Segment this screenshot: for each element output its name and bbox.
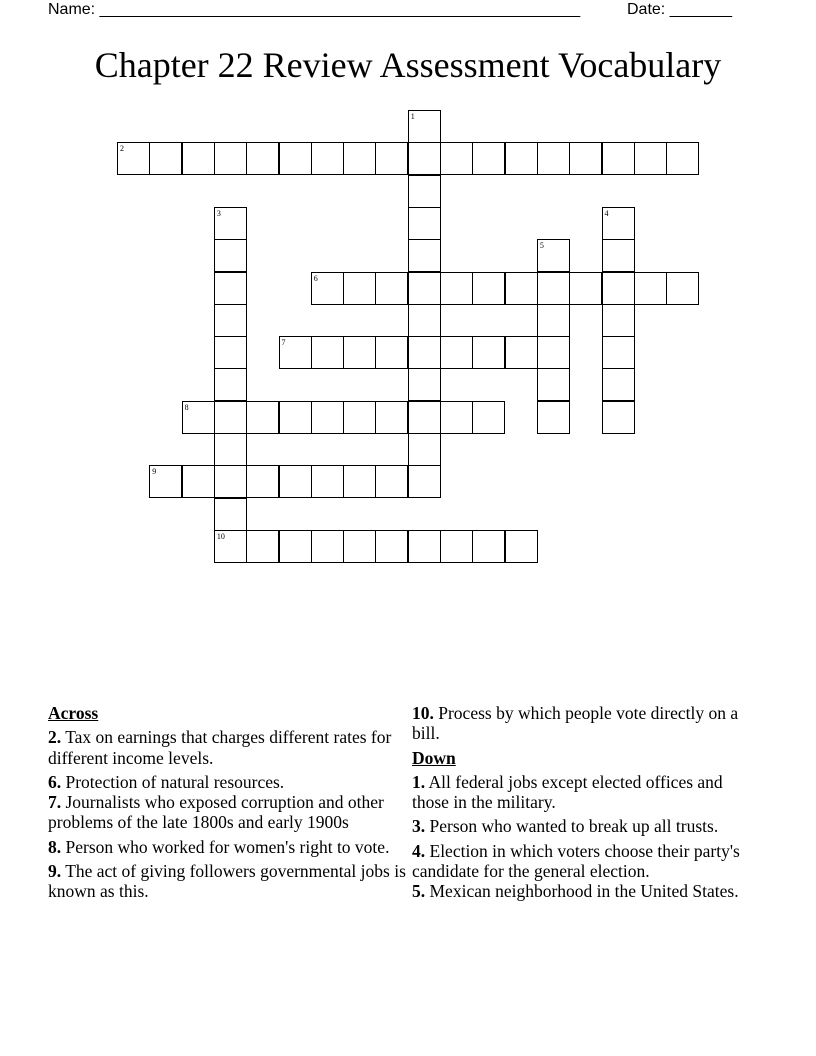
crossword-cell[interactable] — [182, 465, 215, 498]
crossword-cell[interactable] — [117, 142, 150, 175]
crossword-cell[interactable] — [440, 142, 473, 175]
clue-number: 8. — [48, 836, 62, 857]
clue-text: Mexican neighborhood in the United States. — [429, 881, 739, 902]
crossword-cell[interactable] — [537, 368, 570, 401]
name-label: Name: — [48, 1, 96, 18]
crossword-cell[interactable] — [311, 530, 344, 563]
date-label: Date: — [627, 1, 666, 18]
name-blank: ______________________________________________________ — [99, 1, 581, 18]
down-clue-3 — [412, 816, 742, 836]
crossword-cell[interactable] — [149, 465, 182, 498]
across-heading: Across — [48, 703, 99, 723]
crossword-cell[interactable] — [375, 465, 408, 498]
clue-text: Person who wanted to break up all trusts. — [429, 816, 719, 837]
crossword-cell[interactable] — [537, 336, 570, 369]
clue-text: Process by which people vote directly on a bill. — [412, 703, 739, 744]
clues-column-left — [48, 703, 408, 906]
crossword-cell[interactable] — [375, 401, 408, 434]
crossword-cell[interactable] — [375, 142, 408, 175]
crossword-cell[interactable] — [375, 272, 408, 305]
crossword-cell[interactable] — [311, 272, 344, 305]
crossword-cell[interactable] — [279, 401, 312, 434]
crossword-cell[interactable] — [149, 142, 182, 175]
crossword-cell[interactable] — [311, 465, 344, 498]
date-blank: _______ — [669, 1, 732, 18]
clues-column-right — [412, 703, 742, 906]
crossword-cell[interactable] — [279, 336, 312, 369]
clue-number: 3. — [412, 816, 426, 837]
across-clue-6 — [48, 772, 408, 792]
clue-text: Journalists who exposed corruption and other problems of the late 1800s and early 1900s — [48, 792, 384, 833]
clue-number-label: 8 — [184, 402, 189, 412]
crossword-cell[interactable] — [408, 401, 441, 434]
clue-text: Election in which voters choose their party's candidate for the general election. — [412, 840, 740, 882]
crossword-cell[interactable] — [537, 239, 570, 272]
crossword-cell[interactable] — [214, 401, 247, 434]
crossword-cell[interactable] — [246, 530, 279, 563]
clue-number-label: 6 — [313, 273, 318, 283]
crossword-cell[interactable] — [311, 401, 344, 434]
crossword-cell[interactable] — [408, 336, 441, 369]
crossword-cell[interactable] — [214, 465, 247, 498]
crossword-cell[interactable] — [408, 175, 441, 208]
crossword-cell[interactable] — [408, 272, 441, 305]
date-field[interactable] — [627, 0, 732, 20]
crossword-cell[interactable] — [214, 368, 247, 401]
crossword-cell[interactable] — [472, 272, 505, 305]
crossword-cell[interactable] — [343, 401, 376, 434]
crossword-cell[interactable] — [279, 142, 312, 175]
crossword-cell[interactable] — [602, 142, 635, 175]
crossword-cell[interactable] — [569, 142, 602, 175]
crossword-cell[interactable] — [246, 142, 279, 175]
crossword-cell[interactable] — [311, 142, 344, 175]
clue-number-label: 5 — [539, 241, 544, 251]
crossword-cell[interactable] — [537, 304, 570, 337]
crossword-cell[interactable] — [472, 530, 505, 563]
crossword-cell[interactable] — [440, 530, 473, 563]
crossword-cell[interactable] — [279, 465, 312, 498]
crossword-cell[interactable] — [343, 336, 376, 369]
clue-number-label: 2 — [120, 144, 124, 154]
name-field[interactable] — [48, 0, 580, 20]
crossword-cell[interactable] — [311, 336, 344, 369]
crossword-cell[interactable] — [505, 336, 538, 369]
crossword-cell[interactable] — [440, 401, 473, 434]
crossword-cell[interactable] — [343, 530, 376, 563]
crossword-cell[interactable] — [537, 272, 570, 305]
clue-number: 4. — [412, 840, 426, 861]
crossword-cell[interactable] — [505, 142, 538, 175]
crossword-cell[interactable] — [408, 239, 441, 272]
crossword-cell[interactable] — [505, 272, 538, 305]
crossword-cell[interactable] — [408, 530, 441, 563]
crossword-cell[interactable] — [569, 272, 602, 305]
crossword-cell[interactable] — [602, 207, 635, 240]
down-clue-1 — [412, 772, 742, 813]
crossword-cell[interactable] — [666, 142, 699, 175]
crossword-cell[interactable] — [343, 465, 376, 498]
page-title: Chapter 22 Review Assessment Vocabulary — [94, 45, 722, 85]
clue-number-label: 1 — [410, 112, 415, 121]
crossword-cell[interactable] — [634, 272, 667, 305]
across-clue-10 — [412, 703, 742, 744]
crossword-cell[interactable] — [634, 142, 667, 175]
crossword-cell[interactable] — [214, 272, 247, 305]
clue-text: Tax on earnings that charges different rates for different income levels. — [48, 727, 392, 768]
crossword-cell[interactable] — [279, 530, 312, 563]
clue-number-label: 10 — [216, 531, 225, 541]
across-clue-7 — [48, 792, 408, 833]
clue-number-label: 3 — [216, 208, 221, 218]
crossword-cell[interactable] — [602, 304, 635, 337]
crossword-cell[interactable] — [472, 142, 505, 175]
crossword-cell[interactable] — [408, 110, 441, 143]
across-clue-2 — [48, 727, 408, 768]
crossword-cell[interactable] — [472, 401, 505, 434]
clue-text: Protection of natural resources. — [65, 771, 285, 792]
crossword-cell[interactable] — [666, 272, 699, 305]
crossword-cell[interactable] — [214, 142, 247, 175]
crossword-cell[interactable] — [343, 272, 376, 305]
crossword-cell[interactable] — [214, 498, 247, 531]
clue-number: 9. — [48, 861, 62, 882]
clue-number: 7. — [48, 792, 62, 813]
crossword-cell[interactable] — [408, 304, 441, 337]
crossword-cell[interactable] — [182, 142, 215, 175]
crossword-cell[interactable] — [602, 368, 635, 401]
crossword-cell[interactable] — [214, 336, 247, 369]
crossword-cell[interactable] — [408, 142, 441, 175]
crossword-cell[interactable] — [602, 336, 635, 369]
crossword-cell[interactable] — [214, 207, 247, 240]
crossword-cell[interactable] — [375, 530, 408, 563]
clue-number-label: 7 — [281, 338, 286, 348]
crossword-cell[interactable] — [343, 142, 376, 175]
crossword-cell[interactable] — [408, 465, 441, 498]
crossword-cell[interactable] — [537, 142, 570, 175]
crossword-cell[interactable] — [602, 239, 635, 272]
clue-text: The act of giving followers governmental jobs is known as this. — [48, 861, 406, 902]
crossword-cell[interactable] — [246, 465, 279, 498]
crossword-cell[interactable] — [505, 530, 538, 563]
crossword-cell[interactable] — [408, 368, 441, 401]
crossword-cell[interactable] — [214, 433, 247, 466]
crossword-cell[interactable] — [602, 272, 635, 305]
crossword-cell[interactable] — [537, 401, 570, 434]
clue-number: 2. — [48, 727, 62, 748]
clue-number: 1. — [412, 771, 426, 792]
down-heading: Down — [412, 747, 456, 768]
clue-text: All federal jobs except elected offices and those in the military. — [412, 771, 723, 813]
down-clue-4 — [412, 841, 742, 882]
crossword-cell[interactable] — [214, 530, 247, 563]
crossword-cell[interactable] — [440, 272, 473, 305]
down-clue-5 — [412, 881, 742, 901]
across-clue-9 — [48, 861, 408, 902]
crossword-cell[interactable] — [408, 433, 441, 466]
crossword-cell[interactable] — [182, 401, 215, 434]
crossword-cell[interactable] — [246, 401, 279, 434]
crossword-cell[interactable] — [408, 207, 441, 240]
clue-number: 6. — [48, 771, 62, 792]
clue-text: Person who worked for women's right to vote. — [65, 836, 390, 857]
crossword-cell[interactable] — [214, 304, 247, 337]
clue-number: 10. — [412, 703, 434, 723]
crossword-cell[interactable] — [472, 336, 505, 369]
across-clue-8 — [48, 837, 408, 857]
crossword-cell[interactable] — [440, 336, 473, 369]
crossword-cell[interactable] — [602, 401, 635, 434]
clue-number-label: 9 — [152, 467, 157, 477]
crossword-cell[interactable] — [214, 239, 247, 272]
crossword-cell[interactable] — [375, 336, 408, 369]
clue-number-label: 4 — [604, 208, 609, 218]
clue-number: 5. — [412, 881, 426, 902]
student-info-line — [48, 0, 768, 20]
